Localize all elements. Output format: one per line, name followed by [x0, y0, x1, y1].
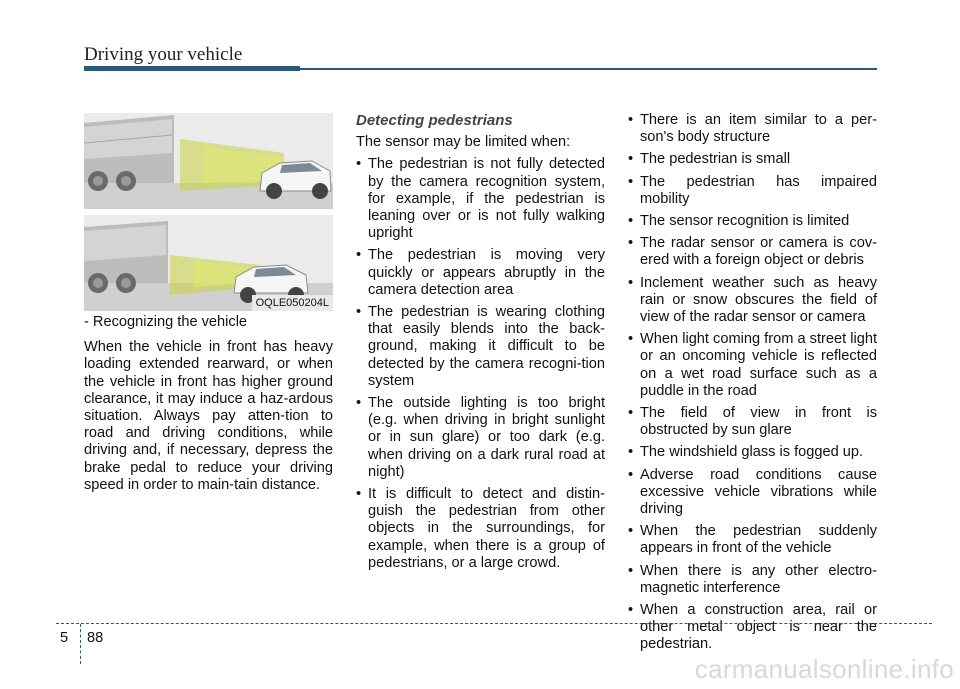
list-item: • When a construction area, rail or other metal object is near the pedestrian. — [628, 602, 877, 654]
list-item: • The field of view in front is obstructed by sun glare — [628, 405, 877, 439]
list-item: • It is difficult to detect and distin-guish the pedestrian from other objects in the surroundings, for example, when there is a group of pedestrians, or a large crowd. — [356, 486, 605, 572]
header-rule-thick — [84, 66, 300, 71]
list-item: • The pedestrian is small — [628, 151, 877, 168]
illustration-truck-bottom — [84, 215, 333, 311]
bullet-list-2 — [628, 112, 877, 654]
figure-caption: - Recognizing the vehicle — [84, 314, 248, 330]
column-2 — [356, 112, 605, 577]
footer-rule — [56, 623, 932, 624]
list-item: • The pedestrian is moving very quickly or appears abruptly in the camera detection area — [356, 247, 605, 299]
list-item: • The pedestrian is not fully detected by the camera recognition system, for example, if the pedestrian is leaning over or is not fully walking upright — [356, 156, 605, 242]
list-item: • The sensor recognition is limited — [628, 213, 877, 230]
body-paragraph: When the vehicle in front has heavy loading extended rearward, or when the vehicle in front has higher ground clearance, it may induce a haz-ardous situation. Always pay atten-tion to road and driving conditions, while driving and, if necessary, depress the brake pedal to reduce your driving speed in order to main-tain distance. — [84, 339, 333, 493]
truck-suv-illustration-1 — [84, 113, 333, 209]
intro-text: The sensor may be limited when: — [356, 134, 571, 151]
page-header-title: Driving your vehicle — [84, 44, 243, 65]
column-3 — [628, 112, 877, 659]
column-1 — [84, 314, 333, 502]
list-item: • The outside lighting is too bright (e.g. when driving in bright sunlight or in sun glare) or too dark (e.g. when driving on a dark rural road at night) — [356, 395, 605, 481]
page-separator — [80, 624, 81, 664]
section-number: 5 — [60, 630, 69, 646]
list-item: • The radar sensor or camera is cov-ered with a foreign object or debris — [628, 235, 877, 269]
list-item: • When the pedestrian suddenly appears in front of the vehicle — [628, 523, 877, 557]
list-item: • Inclement weather such as heavy rain or snow obscures the field of view of the radar sensor or camera — [628, 275, 877, 327]
list-item: • There is an item similar to a per-son's body structure — [628, 112, 877, 146]
list-item: • When light coming from a street light or an oncoming vehicle is reflected on a wet road surface such as a puddle in the road — [628, 331, 877, 400]
watermark: carmanualsonline.info — [694, 654, 954, 684]
list-item: • Adverse road conditions cause excessive vehicle vibrations while driving — [628, 467, 877, 519]
list-item: • The pedestrian has impaired mobility — [628, 174, 877, 208]
figure-code: OQLE050204L — [252, 295, 333, 311]
section-heading: Detecting pedestrians — [356, 112, 513, 129]
bullet-list-1 — [356, 156, 605, 572]
list-item: • When there is any other electro-magnetic interference — [628, 563, 877, 597]
illustration-truck-top — [84, 113, 333, 209]
list-item: • The pedestrian is wearing clothing that easily blends into the back-ground, making it difficult to be detected by the camera recogni-tion system — [356, 304, 605, 390]
header-rule-thin — [300, 68, 877, 70]
list-item: • The windshield glass is fogged up. — [628, 444, 877, 461]
page-number: 88 — [87, 630, 104, 646]
